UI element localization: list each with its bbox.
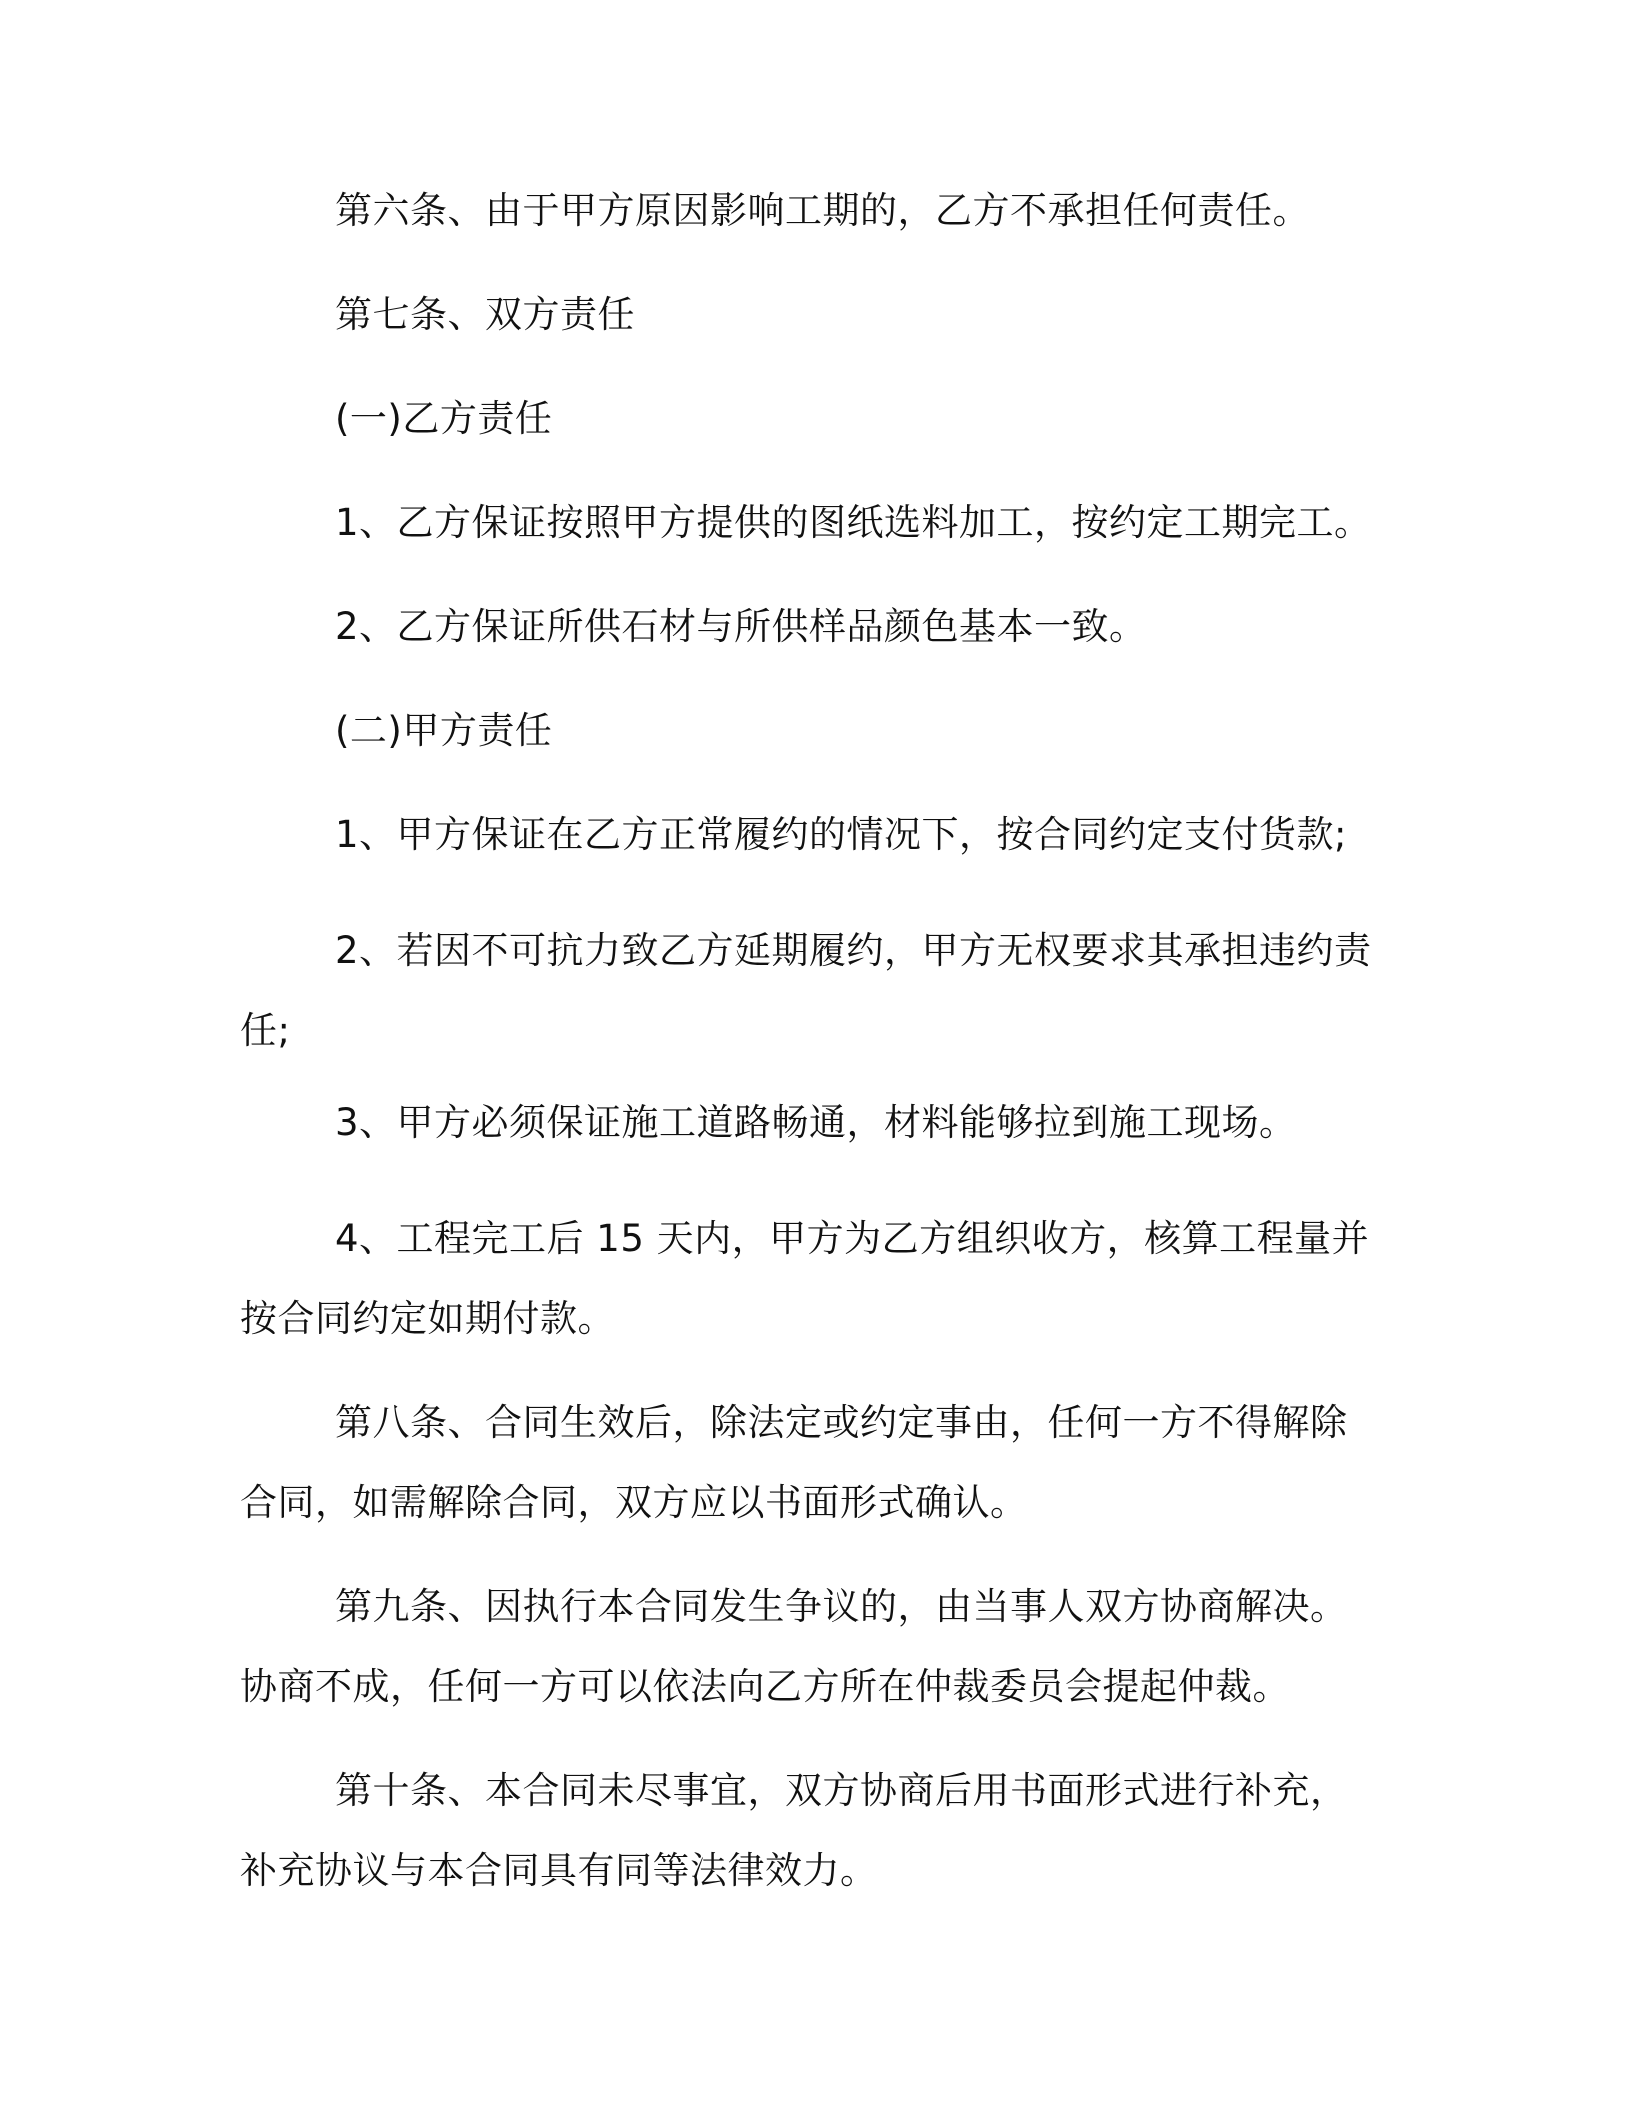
party-a-item-2: 2、若因不可抗力致乙方延期履约，甲方无权要求其承担违约责任;: [240, 929, 1372, 1052]
article-7-heading: 第七条、双方责任: [335, 293, 635, 336]
article-10: 第十条、本合同未尽事宜，双方协商后用书面形式进行补充，补充协议与本合同具有同等法律效力。: [240, 1769, 1348, 1892]
document-body: [240, 183, 1380, 1935]
article-6: 第六条、由于甲方原因影响工期的，乙方不承担任何责任。: [335, 189, 1310, 232]
party-a-item-4: 4、工程完工后 15 天内，甲方为乙方组织收方，核算工程量并按合同约定如期付款。: [240, 1217, 1370, 1340]
article-9: 第九条、因执行本合同发生争议的，由当事人双方协商解决。协商不成，任何一方可以依法向乙方所在仲裁委员会提起仲裁。: [240, 1585, 1348, 1708]
party-a-item-1: 1、甲方保证在乙方正常履约的情况下，按合同约定支付货款;: [335, 813, 1348, 856]
party-b-item-2: 2、乙方保证所供石材与所供样品颜色基本一致。: [335, 605, 1147, 648]
party-b-item-1: 1、乙方保证按照甲方提供的图纸选料加工，按约定工期完工。: [335, 501, 1372, 544]
party-a-item-3: 3、甲方必须保证施工道路畅通，材料能够拉到施工现场。: [335, 1101, 1297, 1144]
party-a-responsibility-heading: (二)甲方责任: [335, 709, 553, 752]
party-b-responsibility-heading: (一)乙方责任: [335, 397, 553, 440]
article-8: 第八条、合同生效后，除法定或约定事由，任何一方不得解除合同，如需解除合同，双方应以书面形式确认。: [240, 1401, 1348, 1524]
